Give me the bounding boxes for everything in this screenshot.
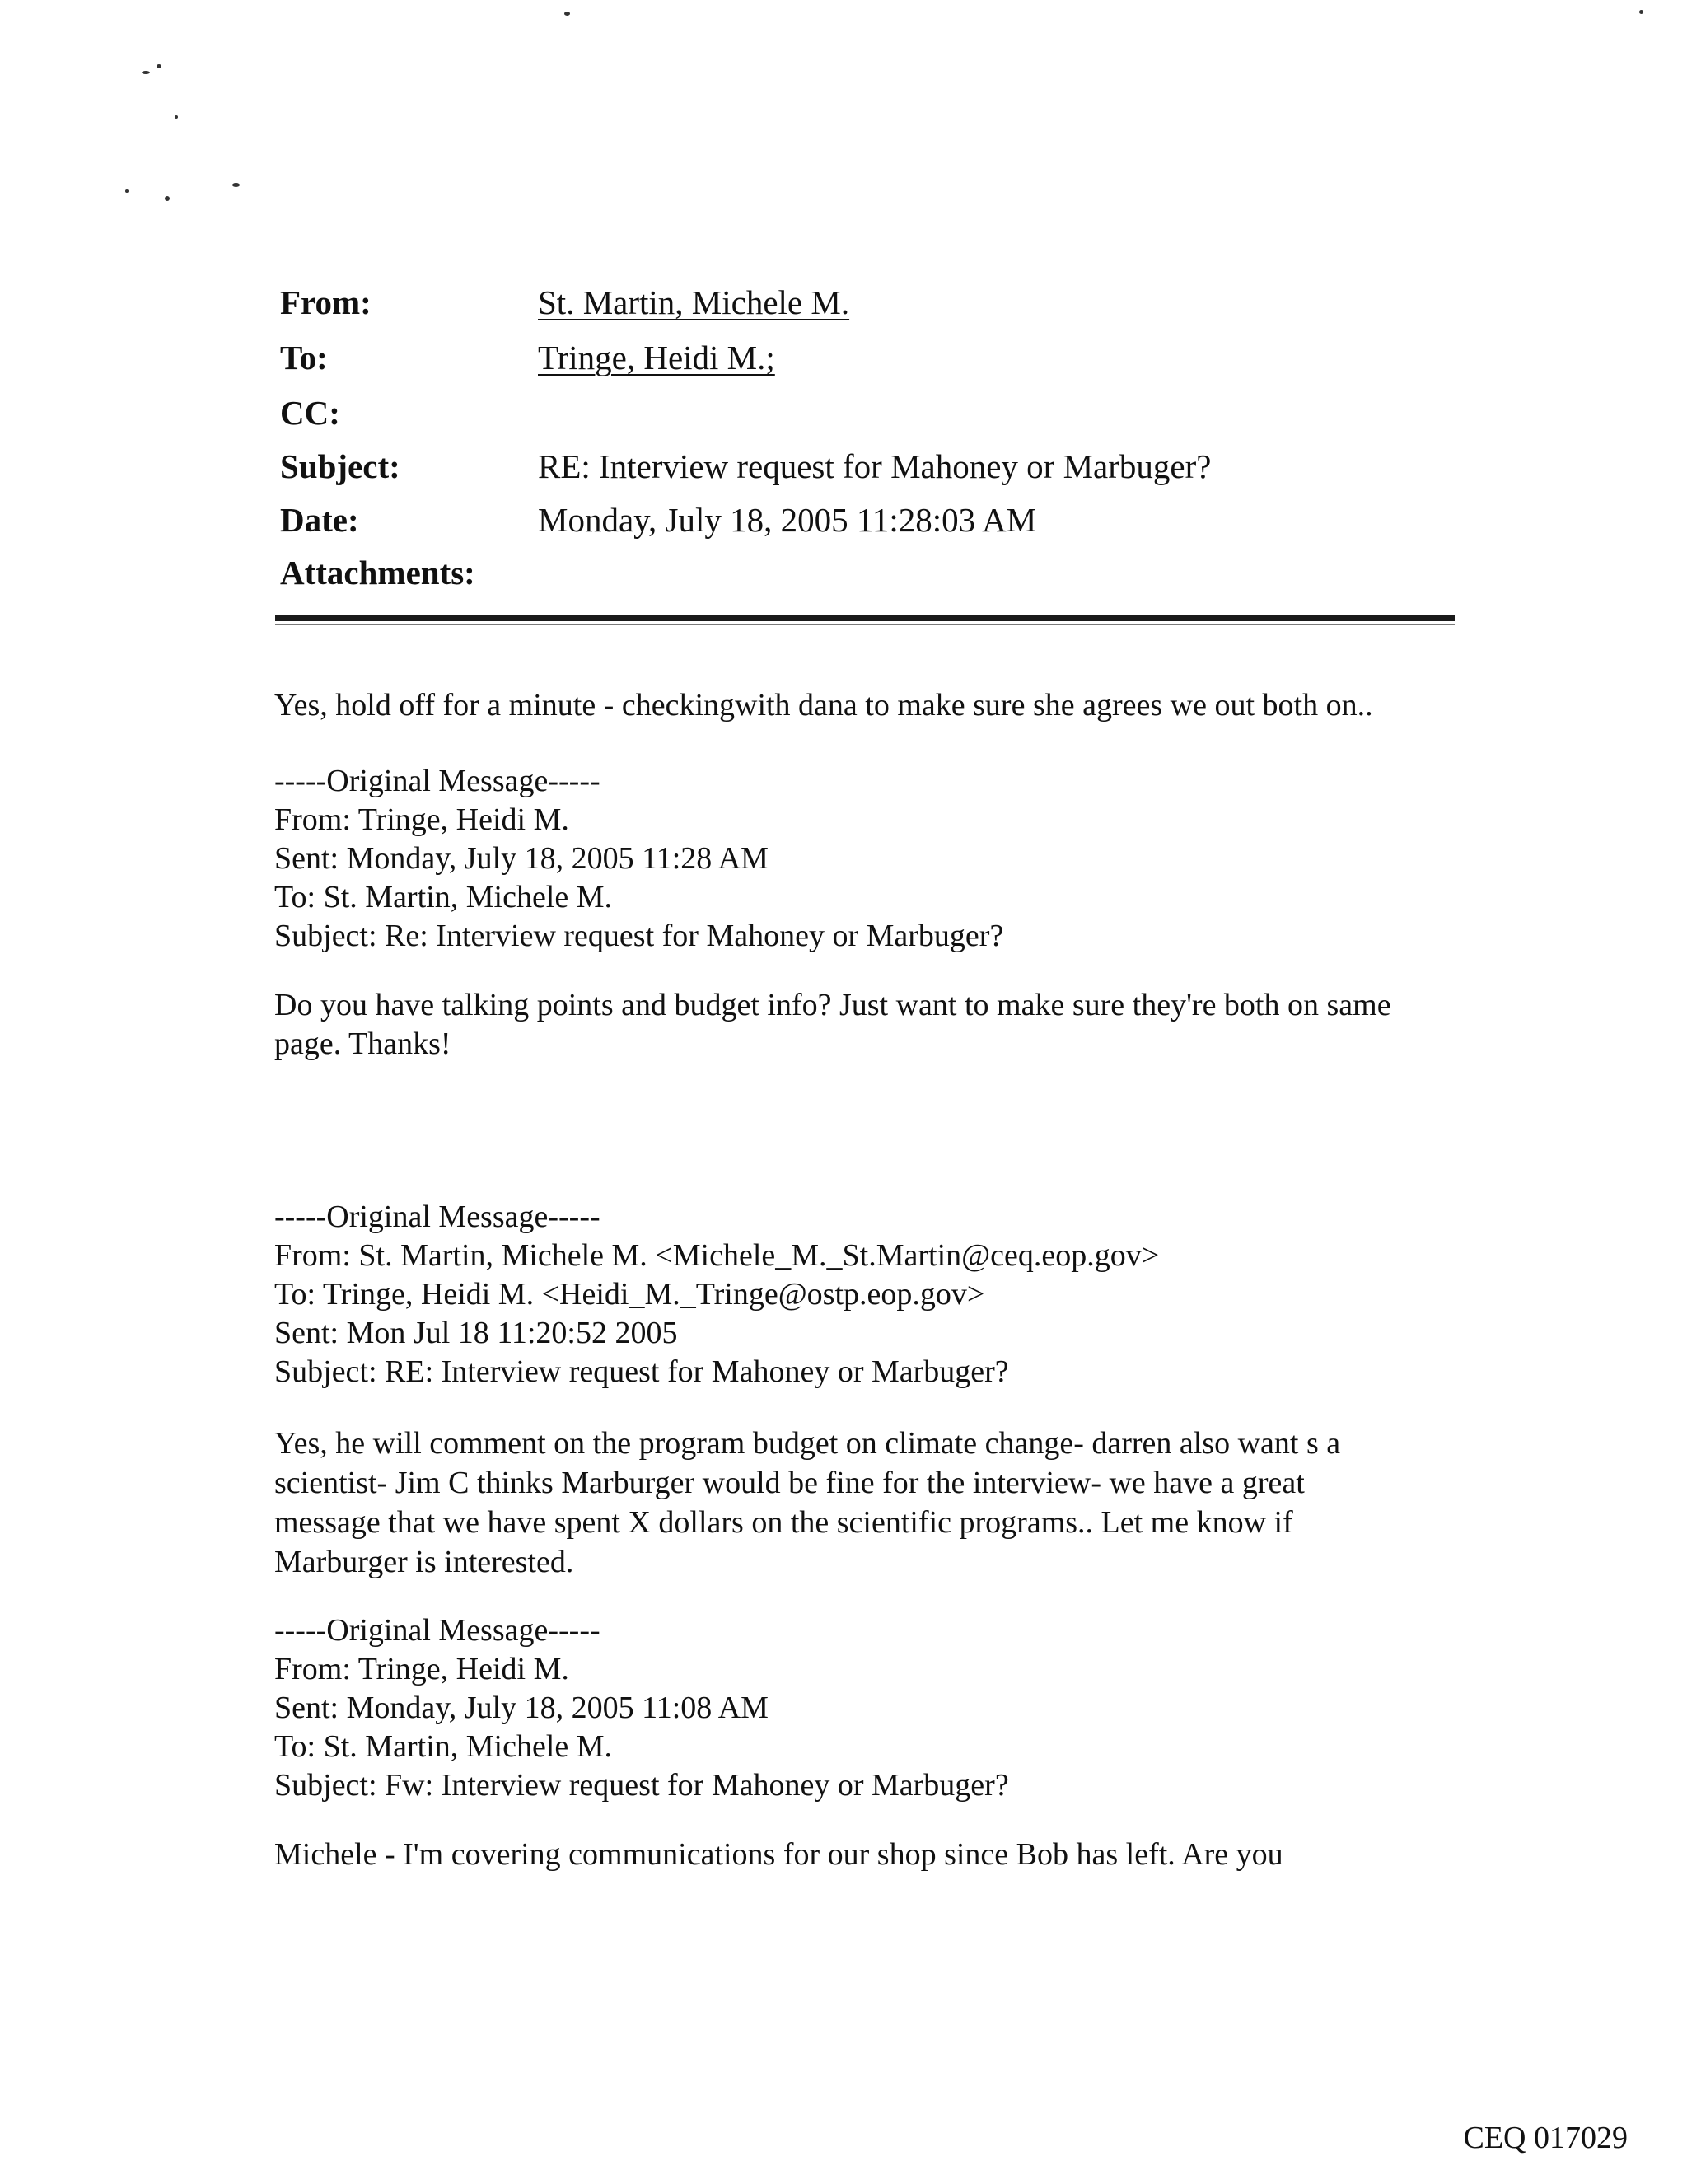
header-divider-shadow: [275, 624, 1455, 625]
msg2-text-line: scientist- Jim C thinks Marburger would be fine for the interview- we have a great: [274, 1466, 1305, 1500]
msg1-text-line: Do you have talking points and budget info? Just want to make sure they're both on same: [274, 988, 1391, 1022]
reply-text: Yes, hold off for a minute - checkingwith dana to make sure she agrees we out both on..: [274, 688, 1373, 723]
msg1-text-line: page. Thanks!: [274, 1027, 451, 1061]
msg1-separator: -----Original Message-----: [274, 764, 600, 798]
scan-speck: [232, 183, 240, 187]
msg1-sent: Sent: Monday, July 18, 2005 11:28 AM: [274, 841, 769, 876]
scan-speck: [142, 71, 150, 74]
from-label: From:: [280, 283, 372, 321]
subject-value: RE: Interview request for Mahoney or Marbuger?: [538, 447, 1212, 485]
msg2-subject: Subject: RE: Interview request for Mahoney or Marbuger?: [274, 1354, 1009, 1389]
msg2-text-line: message that we have spent X dollars on the scientific programs.. Let me know if: [274, 1505, 1293, 1540]
scan-speck: [165, 196, 170, 201]
msg1-to: To: St. Martin, Michele M.: [274, 880, 613, 914]
header-divider: [275, 615, 1455, 621]
scan-speck: [564, 12, 570, 16]
msg2-text-line: Yes, he will comment on the program budget on climate change- darren also want s a: [274, 1426, 1341, 1461]
msg1-subject: Subject: Re: Interview request for Mahoney or Marbuger?: [274, 919, 1004, 953]
date-label: Date:: [280, 501, 359, 539]
msg3-to: To: St. Martin, Michele M.: [274, 1729, 613, 1764]
msg3-sent: Sent: Monday, July 18, 2005 11:08 AM: [274, 1691, 769, 1725]
bates-number: CEQ 017029: [1463, 2121, 1628, 2155]
subject-label: Subject:: [280, 447, 400, 485]
msg2-from: From: St. Martin, Michele M. <Michele_M._St.Martin@ceq.eop.gov>: [274, 1238, 1160, 1273]
header-date-row: [280, 495, 1450, 545]
msg3-subject: Subject: Fw: Interview request for Mahoney or Marbuger?: [274, 1768, 1009, 1803]
header-from-row: [280, 278, 1450, 327]
msg3-separator: -----Original Message-----: [274, 1613, 600, 1648]
date-value: Monday, July 18, 2005 11:28:03 AM: [538, 501, 1037, 539]
msg3-text-line: Michele - I'm covering communications for our shop since Bob has left. Are you: [274, 1837, 1283, 1872]
scan-speck: [125, 189, 129, 193]
scan-speck: [175, 115, 178, 119]
to-label: To:: [280, 339, 328, 376]
scan-speck: [1639, 10, 1643, 14]
header-to-row: [280, 333, 1450, 382]
scan-speck: [157, 64, 161, 68]
header-cc-row: [280, 388, 1450, 437]
attachments-label: Attachments:: [280, 554, 475, 592]
msg1-from: From: Tringe, Heidi M.: [274, 802, 569, 837]
to-value[interactable]: Tringe, Heidi M.;: [538, 339, 775, 376]
header-subject-row: [280, 442, 1450, 491]
msg2-text-line: Marburger is interested.: [274, 1545, 574, 1579]
msg3-from: From: Tringe, Heidi M.: [274, 1652, 569, 1686]
msg2-separator: -----Original Message-----: [274, 1200, 600, 1234]
header-attachments-row: [280, 548, 1450, 597]
cc-label: CC:: [280, 394, 340, 432]
msg2-sent: Sent: Mon Jul 18 11:20:52 2005: [274, 1316, 678, 1350]
from-value[interactable]: St. Martin, Michele M.: [538, 283, 850, 321]
msg2-to: To: Tringe, Heidi M. <Heidi_M._Tringe@ostp.eop.gov>: [274, 1277, 985, 1312]
